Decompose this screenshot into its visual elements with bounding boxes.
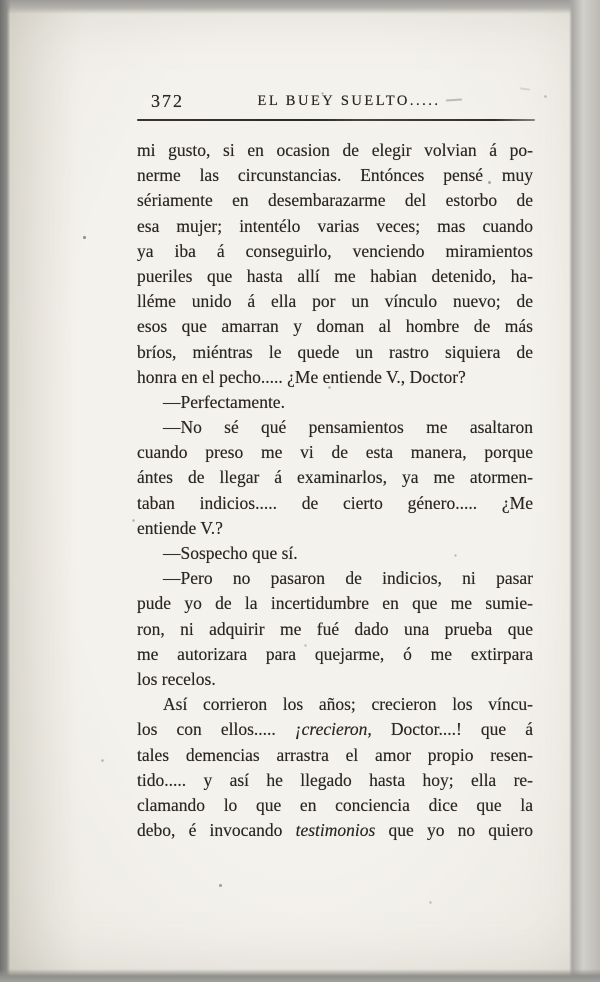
text-line (137, 214, 533, 239)
text-segment: clamando lo que en conciencia dice que la (137, 794, 533, 815)
text-segment: esa mujer; intentélo varias veces; mas cuando (137, 215, 533, 236)
text-line (137, 516, 533, 541)
text-line (137, 566, 533, 591)
italic-text: testimonios (295, 820, 376, 841)
text-line (137, 743, 533, 768)
text-segment: ya iba á conseguirlo, venciendo miramientos (137, 240, 533, 261)
text-line (137, 768, 533, 793)
text-line (137, 667, 533, 692)
page-number: 372 (151, 91, 184, 111)
text-line (137, 264, 533, 289)
text-segment: cuando preso me vi de esta manera, porque (137, 442, 533, 463)
running-title: EL BUEY SUELTO..... (257, 93, 441, 109)
italic-text: ¡crecieron, (294, 719, 372, 740)
text-segment: —Pero no pasaron de indicios, ni pasar (163, 568, 533, 589)
text-line (137, 390, 533, 415)
text-line (137, 163, 533, 188)
text-line (137, 541, 533, 566)
text-segment: ántes de llegar á examinarlos, ya me atormen- (137, 467, 533, 488)
text-segment: mi gusto, si en ocasion de elegir volvian á po- (137, 140, 533, 160)
text-segment: entiende V.? (137, 517, 223, 538)
text-line (137, 188, 533, 213)
text-line (137, 491, 533, 516)
text-segment: los recelos. (137, 668, 216, 689)
text-segment: me autorizara para quejarme, ó me extirpara (137, 643, 533, 664)
text-segment: que yo no quiero (375, 820, 533, 841)
text-line (137, 692, 533, 717)
text-segment: sériamente en desembarazarme del estorbo de (137, 190, 533, 211)
text-line (137, 642, 533, 667)
page-header (137, 91, 533, 115)
text-line (137, 818, 533, 843)
text-line (137, 314, 533, 339)
text-segment: Así corrieron los años; crecieron los víncu- (163, 694, 533, 715)
text-segment: bríos, miéntras le quede un rastro siquiera de (137, 341, 533, 362)
page-body (137, 138, 533, 843)
text-segment: pude yo de la incertidumbre en que me sumie- (137, 593, 533, 614)
text-segment: debo, é invocando (137, 820, 296, 841)
text-line (137, 365, 533, 390)
header-rule (137, 119, 535, 121)
text-segment: Doctor....! que á (371, 719, 533, 740)
text-line (137, 717, 533, 742)
text-segment: tales demencias arrastra el amor propio resen- (137, 744, 533, 765)
text-segment: pueriles que hasta allí me habian detenido, ha- (137, 265, 533, 286)
text-line (137, 415, 533, 440)
text-segment: los con ellos..... (137, 719, 295, 740)
text-line (137, 289, 533, 314)
text-line (137, 239, 533, 264)
text-line (137, 591, 533, 616)
text-line (137, 440, 533, 465)
text-segment: taban indicios..... de cierto género..... ¿Me (137, 492, 533, 513)
text-segment: ron, ni adquirir me fué dado una prueba que (137, 618, 533, 639)
text-segment: nerme las circunstancias. Entónces pensé muy (137, 165, 533, 186)
text-segment: honra en el pecho..... ¿Me entiende V., Doctor? (137, 366, 466, 387)
text-segment: —Perfectamente. (163, 391, 285, 412)
text-segment: esos que amarran y doman al hombre de más (137, 316, 533, 337)
text-line (137, 793, 533, 818)
text-segment: —Sospecho que sí. (163, 543, 298, 563)
text-line (137, 617, 533, 642)
text-line (137, 340, 533, 365)
text-line (137, 465, 533, 490)
text-segment: tido..... y así he llegado hasta hoy; ella re- (137, 769, 533, 790)
text-segment: —No sé qué pensamientos me asaltaron (163, 417, 533, 438)
text-line (137, 138, 533, 163)
text-segment: lléme unido á ella por un vínculo nuevo; de (137, 291, 533, 312)
